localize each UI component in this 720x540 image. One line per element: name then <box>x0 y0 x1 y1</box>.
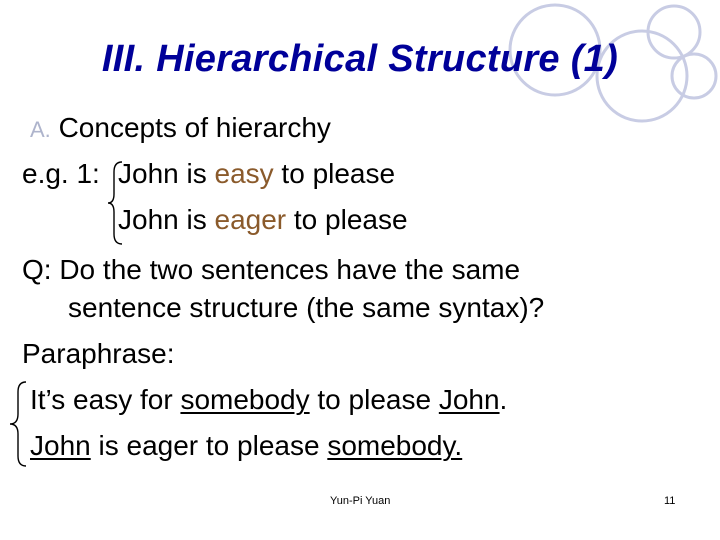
sentence-part: John is <box>118 158 215 189</box>
sentence-part: to please <box>309 384 439 415</box>
question-line-2: sentence structure (the same syntax)? <box>68 292 545 323</box>
accent-word-eager: eager <box>214 204 287 235</box>
sentence-eager <box>118 204 408 236</box>
list-marker: A. <box>30 117 51 142</box>
underlined-word: somebody <box>180 384 310 415</box>
paraphrase-label: Paraphrase: <box>22 338 175 369</box>
sentence-part: is eager to please <box>90 430 328 461</box>
underlined-word: John <box>438 384 500 415</box>
underlined-word: John <box>30 430 91 461</box>
sentence-part: John is <box>118 204 215 235</box>
sentence-part: to please <box>273 158 396 189</box>
left-brace-icon <box>6 378 30 470</box>
footer-page-number: 11 <box>664 495 676 507</box>
sentence-part: It’s easy for <box>30 384 181 415</box>
paraphrase-1 <box>30 384 507 416</box>
heading-text: Concepts of hierarchy <box>58 112 331 143</box>
paraphrase-2 <box>30 430 462 462</box>
slide-title: III. Hierarchical Structure (1) <box>101 38 619 80</box>
question-line-1: Q: Do the two sentences have the same <box>22 254 521 285</box>
sentence-part: to please <box>286 204 408 235</box>
sentence-easy <box>118 158 395 190</box>
underlined-word: somebody. <box>327 430 463 461</box>
sentence-part: . <box>499 384 508 415</box>
accent-word-easy: easy <box>214 158 274 189</box>
heading-a <box>30 112 331 146</box>
example-label: e.g. 1: <box>22 158 100 189</box>
footer-author: Yun-Pi Yuan <box>330 495 391 507</box>
